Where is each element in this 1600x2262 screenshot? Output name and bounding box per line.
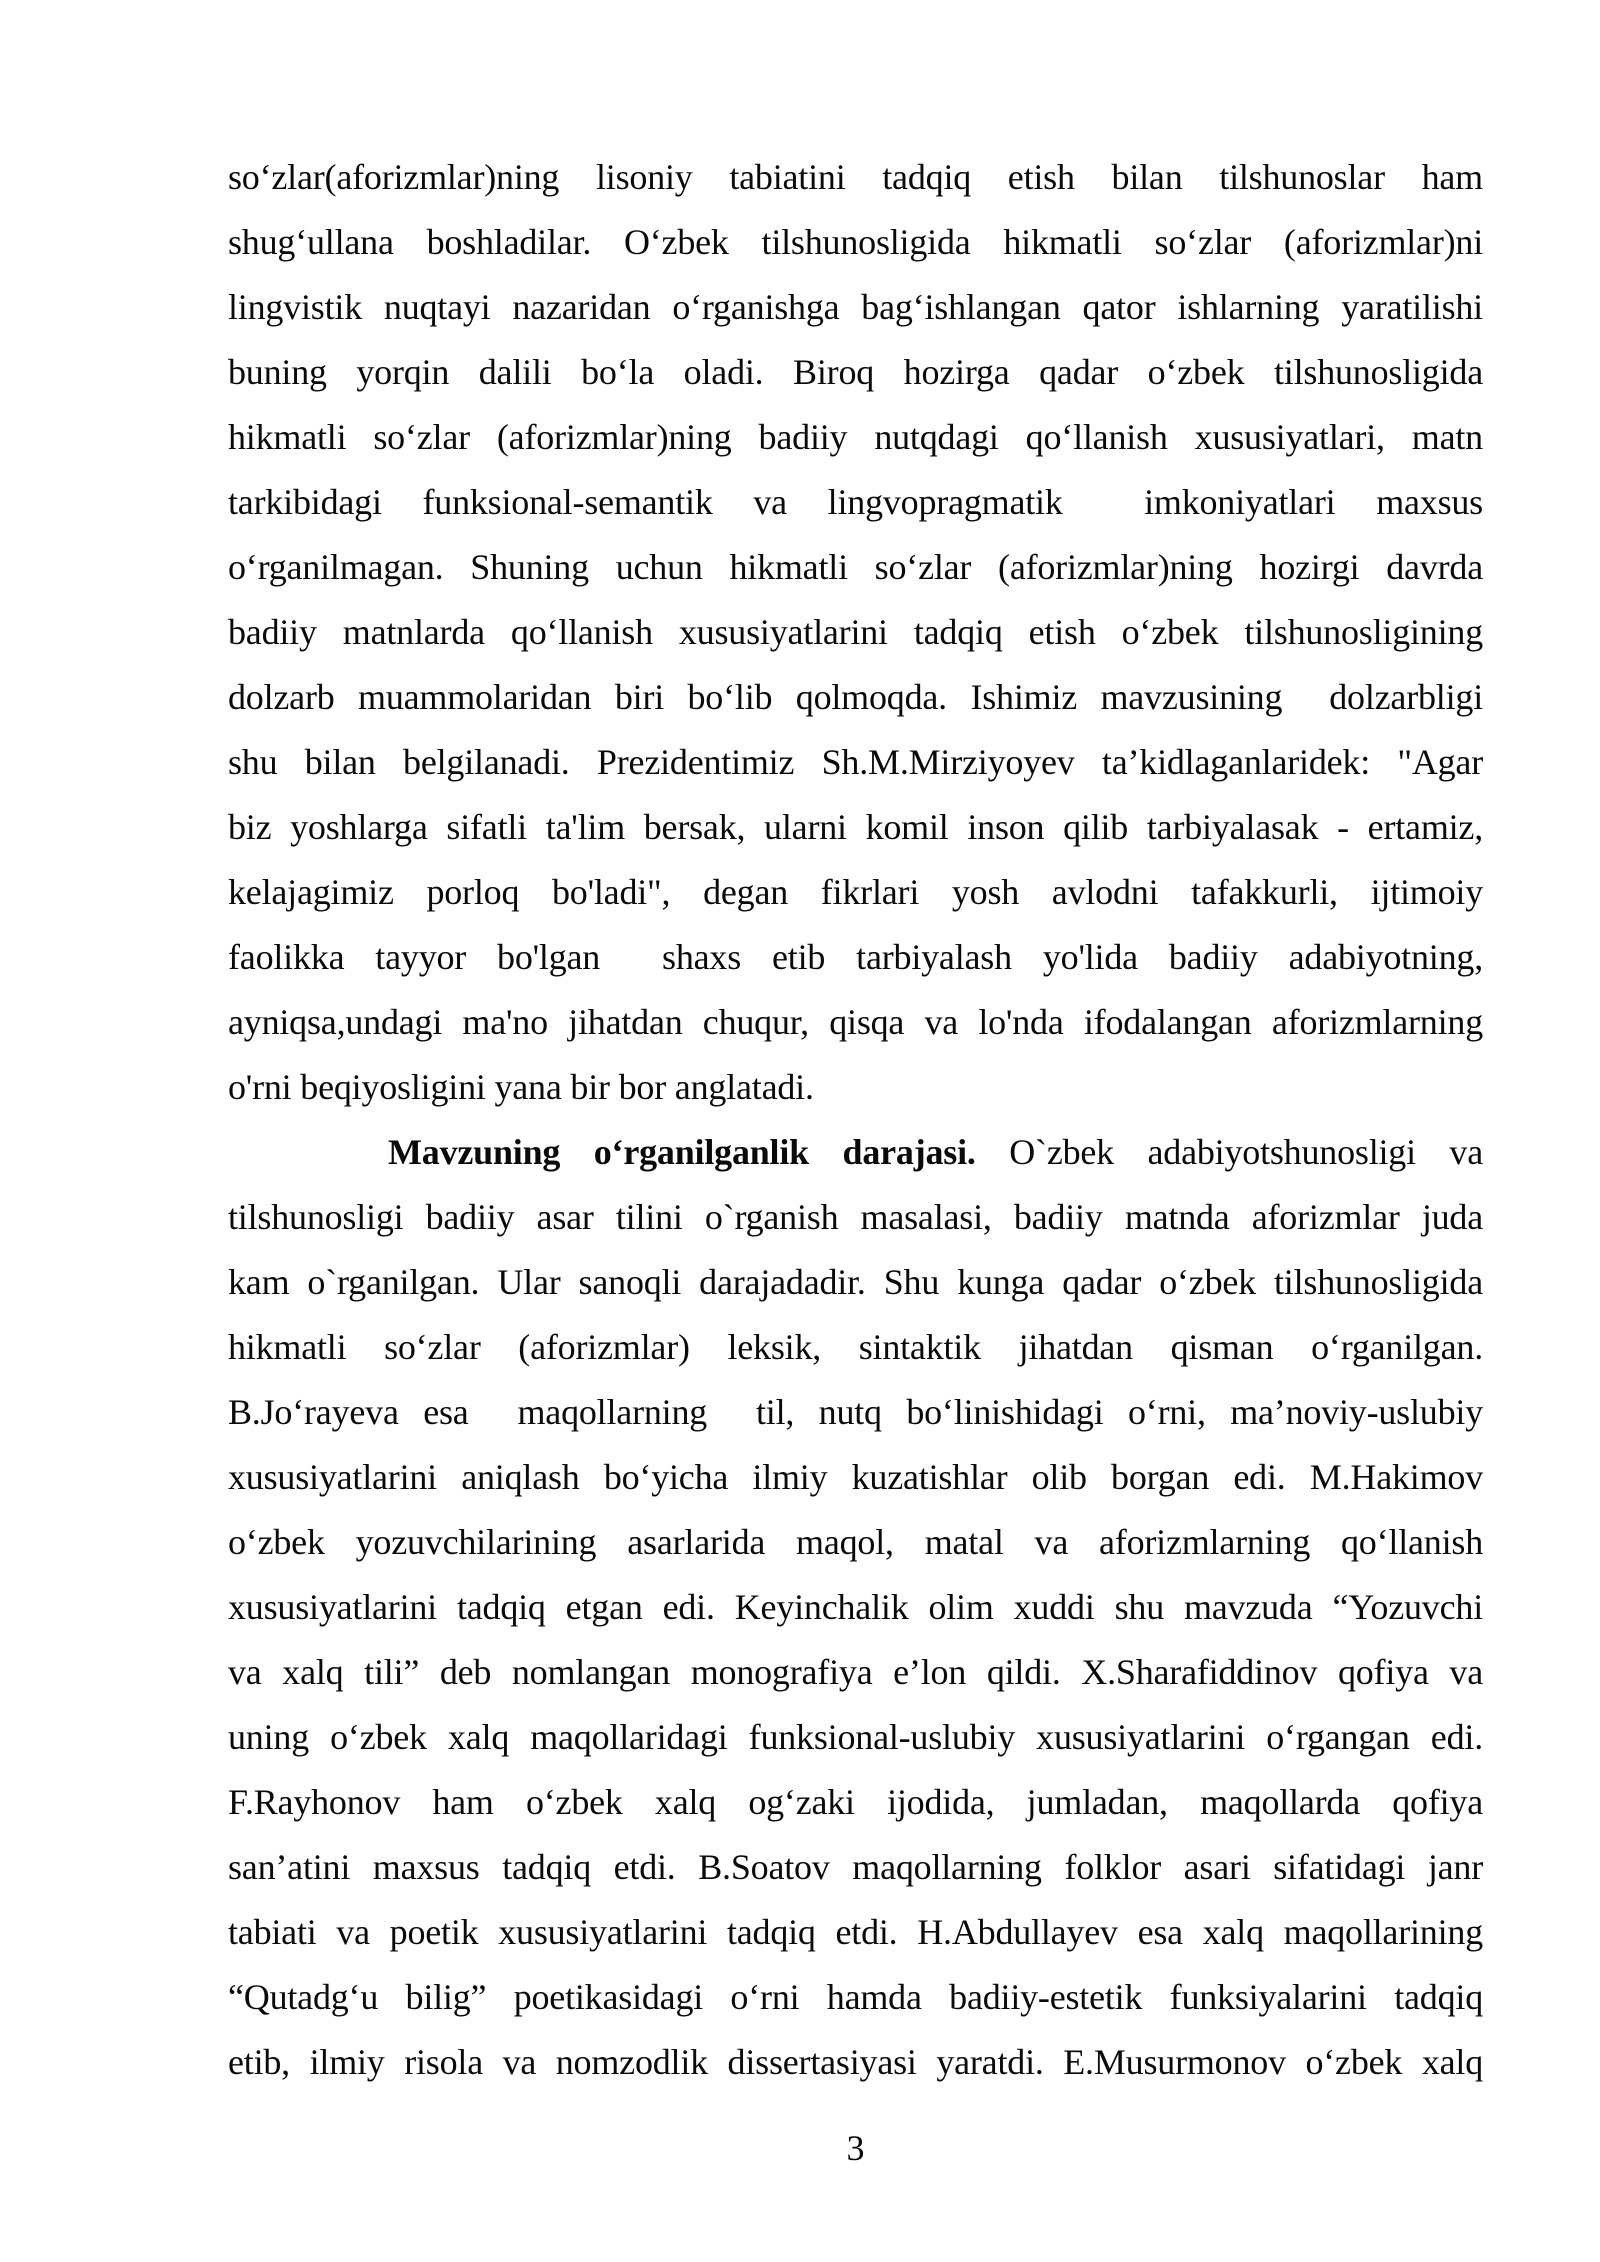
text-line [228,860,1483,925]
body-text: o‘rganilmagan. Shuning uchun hikmatli so‘zlar (aforizmlar)ning hozirgi davrda [228,547,1483,587]
body-text: lingvistik nuqtayi nazaridan o‘rganishga bag‘ishlangan qator ishlarning yaratilishi [228,287,1483,327]
text-line [228,1380,1483,1445]
text-line [228,340,1483,405]
body-text: va xalq tili” deb nomlangan monografiya e’lon qildi. X.Sharafiddinov qofiya va [228,1652,1483,1692]
body-text: F.Rayhonov ham o‘zbek xalq og‘zaki ijodida, jumladan, maqollarda qofiya [228,1782,1483,1822]
body-text: etib, ilmiy risola va nomzodlik dissertasiyasi yaratdi. E.Musurmonov o‘zbek xalq [228,2042,1483,2082]
text-line [228,145,1483,210]
body-text: faolikka tayyor bo'lgan shaxs etib tarbiyalash yo'lida badiiy adabiyotning, [228,937,1483,977]
text-line [228,1120,1483,1185]
text-line [228,275,1483,340]
text-line [228,925,1483,990]
text-line [228,1315,1483,1380]
text-line [228,1185,1483,1250]
text-line [228,2030,1483,2095]
text-line [228,1900,1483,1965]
body-text: tabiati va poetik xususiyatlarini tadqiq etdi. H.Abdullayev esa xalq maqollarining [228,1912,1483,1952]
body-text: tarkibidagi funksional-semantik va lingvopragmatik imkoniyatlari maxsus [228,482,1483,522]
text-line [228,665,1483,730]
body-text: dolzarb muammolaridan biri bo‘lib qolmoqda. Ishimiz mavzusining dolzarbligi [228,677,1483,717]
body-text: kelajagimiz porloq bo'ladi", degan fikrlari yosh avlodni tafakkurli, ijtimoiy [228,872,1483,912]
text-line [228,1705,1483,1770]
text-line [228,1835,1483,1900]
body-text: san’atini maxsus tadqiq etdi. B.Soatov maqollarning folklor asari sifatidagi janr [228,1847,1483,1887]
body-text: biz yoshlarga sifatli ta'lim bersak, ularni komil inson qilib tarbiyalasak - ertamiz, [228,807,1483,847]
body-text: hikmatli so‘zlar (aforizmlar) leksik, sintaktik jihatdan qisman o‘rganilgan. [228,1327,1483,1367]
text-line [228,1575,1483,1640]
body-text: o‘zbek yozuvchilarining asarlarida maqol, matal va aforizmlarning qo‘llanish [228,1522,1483,1562]
body-text: shug‘ullana boshladilar. O‘zbek tilshunosligida hikmatli so‘zlar (aforizmlar)ni [228,222,1483,262]
text-line [228,535,1483,600]
body-text: B.Jo‘rayeva esa maqollarning til, nutq bo‘linishidagi o‘rni, ma’noviy-uslubiy [228,1392,1483,1432]
page-number: 3 [846,2128,865,2168]
body-text: kam o`rganilgan. Ular sanoqli darajadadir. Shu kunga qadar o‘zbek tilshunosligida [228,1262,1483,1302]
text-line [228,1965,1483,2030]
text-line [228,1770,1483,1835]
text-line [228,1250,1483,1315]
text-line [228,1510,1483,1575]
text-line [228,470,1483,535]
body-text: O`zbek adabiyotshunosligi va [975,1132,1483,1172]
body-text: buning yorqin dalili bo‘la oladi. Biroq hozirga qadar o‘zbek tilshunosligida [228,352,1483,392]
text-line [228,1640,1483,1705]
text-line [228,990,1483,1055]
body-text: uning o‘zbek xalq maqollaridagi funksional-uslubiy xususiyatlarini o‘rgangan edi. [228,1717,1483,1757]
body-text: ayniqsa,undagi ma'no jihatdan chuqur, qisqa va lo'nda ifodalangan aforizmlarning [228,1002,1483,1042]
paragraph [228,145,1483,1120]
body-text: tilshunosligi badiiy asar tilini o`rganish masalasi, badiiy matnda aforizmlar juda [228,1197,1483,1237]
text-line [228,795,1483,860]
text-line [228,210,1483,275]
text-line [228,730,1483,795]
body-text: o'rni beqiyosligini yana bir bor anglatadi. [228,1067,814,1107]
text-line [228,1445,1483,1510]
body-text: xususiyatlarini tadqiq etgan edi. Keyinchalik olim xuddi shu mavzuda “Yozuvchi [228,1587,1483,1627]
body-text: shu bilan belgilanadi. Prezidentimiz Sh.M.Mirziyoyev ta’kidlaganlaridek: "Agar [228,742,1483,782]
body-text: “Qutadg‘u bilig” poetikasidagi o‘rni hamda badiiy-estetik funksiyalarini tadqiq [228,1977,1483,2017]
body-text: hikmatli so‘zlar (aforizmlar)ning badiiy nutqdagi qo‘llanish xususiyatlari, matn [228,417,1483,457]
text-block [228,145,1483,2095]
section-heading-text: Mavzuning o‘rganilganlik darajasi. [388,1132,976,1172]
body-text: so‘zlar(aforizmlar)ning lisoniy tabiatini tadqiq etish bilan tilshunoslar ham [228,157,1483,197]
body-text: badiiy matnlarda qo‘llanish xususiyatlarini tadqiq etish o‘zbek tilshunosligining [228,612,1483,652]
text-line [228,1055,1483,1120]
body-text: xususiyatlarini aniqlash bo‘yicha ilmiy kuzatishlar olib borgan edi. M.Hakimov [228,1457,1483,1497]
text-line [228,600,1483,665]
paragraph [228,1120,1483,2095]
text-line [228,405,1483,470]
